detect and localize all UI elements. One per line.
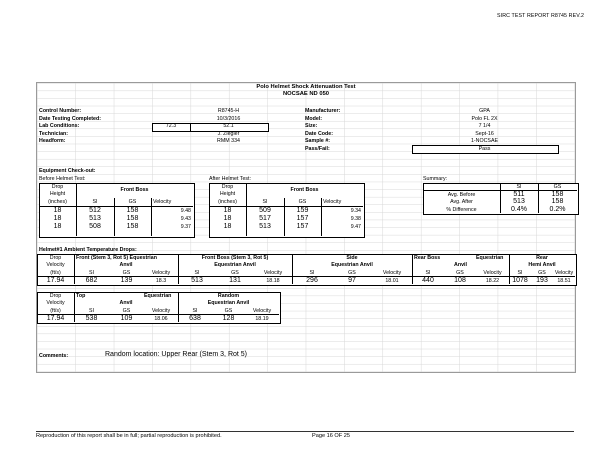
random-group-title: Random <box>217 293 240 299</box>
top-group-anvil: Anvil <box>119 300 133 306</box>
before-gs: 158 <box>126 223 139 230</box>
random-si: 638 <box>189 314 201 322</box>
side-gs-header: GS <box>348 270 356 276</box>
summary-si: 511 <box>513 190 525 198</box>
before-height-header: Height <box>49 191 66 197</box>
after-velocity: 9.34 <box>350 208 361 214</box>
front-velocity: 18.3 <box>155 278 167 284</box>
headform-value: RMM 334 <box>217 138 240 144</box>
before-gs-header: GS <box>128 199 137 205</box>
rear-boss-velocity-header: Velocity <box>483 270 502 276</box>
pass-fail-label: Pass/Fail: <box>305 145 330 152</box>
rear-group-title: Rear <box>536 255 548 261</box>
front-si: 682 <box>85 276 98 284</box>
drop-header-2: Drop <box>49 293 62 299</box>
report-id: SIRC TEST REPORT R8745 REV.2 <box>497 13 584 19</box>
summary-gs: 0.2% <box>549 205 566 213</box>
date-completed-label: Date Testing Completed: <box>39 115 101 122</box>
front-velocity-header: Velocity <box>151 270 171 276</box>
rear-gs: 193 <box>536 276 548 284</box>
after-drop-header: Drop <box>221 184 234 190</box>
top-group-title: Top <box>76 293 86 299</box>
before-si: 513 <box>89 215 101 222</box>
manufacturer-label: Manufacturer: <box>305 108 341 114</box>
rear-boss-si: 440 <box>422 276 434 284</box>
rear-gs-header: GS <box>538 270 546 276</box>
date-code-label: Date Code: <box>305 130 333 137</box>
headform-label: Headform: <box>39 138 66 144</box>
summary-gs-header: GS <box>553 184 562 190</box>
summary-gs: 158 <box>551 190 564 198</box>
velocity-header: Velocity <box>46 262 65 268</box>
control-number-label: Control Number: <box>39 108 82 114</box>
before-height: 18 <box>53 207 62 214</box>
before-inches-header: (inches) <box>48 199 67 205</box>
summary-si-header: SI <box>516 184 522 190</box>
drop-header: Drop <box>49 255 62 261</box>
spreadsheet <box>36 82 576 373</box>
sample-value: 1-NOCSAE <box>470 138 499 144</box>
summary-label: Summary: <box>423 175 448 182</box>
rear-boss-si-header: SI <box>425 270 431 276</box>
rear-boss-group-equestrian: Equestrian <box>476 255 504 261</box>
size-label: Size: <box>305 123 318 129</box>
lab-humidity-value: 52.1 <box>223 123 234 129</box>
before-front-boss-header: Front Boss <box>120 187 149 193</box>
after-velocity: 9.47 <box>350 224 361 230</box>
top-si: 538 <box>85 314 98 322</box>
before-label: Before Helmet Test: <box>39 175 86 182</box>
rear-velocity: 18.51 <box>557 278 571 284</box>
footer-notice: Reproduction of this report shall be in full; partial reproduction is prohibited. <box>36 433 222 439</box>
after-height: 18 <box>223 207 232 214</box>
drop-velocity-value-2: 17.94 <box>46 314 65 322</box>
rear-si: 1078 <box>512 276 528 284</box>
random-velocity-header: Velocity <box>252 308 272 314</box>
pass-fail-value: Pass <box>478 145 491 152</box>
comments-text: Random location: Upper Rear (Stem 3, Rot 5) <box>105 351 248 358</box>
before-si-header: SI <box>92 199 98 205</box>
random-gs: 128 <box>222 314 235 322</box>
footer-page: Page 16 OF 25 <box>312 433 350 439</box>
summary-row-label: Avg. Before <box>447 191 476 198</box>
front-boss-group-anvil: Equestrian Anvil <box>214 262 256 268</box>
front-boss-velocity-header: Velocity <box>263 270 283 276</box>
summary-row-label: Avg. After <box>450 199 473 205</box>
manufacturer-value: GPA <box>479 108 490 114</box>
front-boss-velocity: 18.18 <box>266 278 280 284</box>
front-boss-group-title: Front Boss (Stem 3, Rot 5) <box>201 255 269 261</box>
top-velocity: 18.06 <box>154 316 168 322</box>
summary-si: 513 <box>513 198 525 205</box>
technician-value: J. Ziegler <box>217 130 240 137</box>
velocity-header-2: Velocity <box>46 300 65 306</box>
after-height: 18 <box>223 223 232 230</box>
before-height: 18 <box>53 215 62 222</box>
after-height-header: Height <box>219 191 236 197</box>
fts-header: (ft/s) <box>50 270 61 276</box>
drop-velocity-value: 17.94 <box>46 276 65 284</box>
summary-si: 0.4% <box>511 205 527 213</box>
rear-boss-gs: 108 <box>454 276 466 284</box>
after-label: After Helmet Test: <box>209 175 251 182</box>
top-group-equestrian: Equestrian <box>144 293 172 299</box>
after-velocity-header: Velocity <box>323 199 342 205</box>
after-gs: 157 <box>296 223 309 230</box>
random-si-header: SI <box>192 308 198 314</box>
side-group-anvil: Equestrian Anvil <box>331 262 373 268</box>
model-label: Model: <box>305 115 323 122</box>
date-completed-value: 10/3/2016 <box>216 115 241 122</box>
front-si-header: SI <box>88 270 94 276</box>
drops-label: Helmet#1 Ambient Temperature Drops: <box>39 247 137 253</box>
top-gs-header: GS <box>122 308 131 314</box>
rear-boss-gs-header: GS <box>456 270 464 276</box>
front-boss-gs-header: GS <box>231 270 239 276</box>
after-gs-header: GS <box>298 199 307 205</box>
after-velocity: 9.38 <box>350 216 361 222</box>
side-velocity-header: Velocity <box>382 270 402 276</box>
after-si: 513 <box>259 223 271 230</box>
side-si: 296 <box>306 276 318 284</box>
before-drop-header: Drop <box>51 184 64 190</box>
random-gs-header: GS <box>224 308 233 314</box>
random-group-anvil: Equestrian Anvil <box>207 300 250 306</box>
front-group-title: Front (Stem 3, Rot 5) Equestrian <box>76 255 157 261</box>
date-code-value: Sept-16 <box>475 130 494 137</box>
after-height: 18 <box>223 215 232 222</box>
front-group-anvil: Anvil <box>119 262 133 268</box>
sample-label: Sample #: <box>305 138 331 144</box>
technician-label: Technician: <box>39 130 69 137</box>
before-velocity: 9.37 <box>180 224 191 230</box>
side-velocity: 18.01 <box>385 278 399 284</box>
footer <box>36 431 574 439</box>
size-value: 7 1/4 <box>478 123 491 129</box>
top-velocity-header: Velocity <box>151 308 171 314</box>
summary-row-label: % Difference <box>446 206 477 213</box>
before-gs: 158 <box>126 207 139 214</box>
after-si-header: SI <box>262 199 268 205</box>
front-boss-gs: 131 <box>229 276 241 284</box>
after-gs: 157 <box>296 215 309 222</box>
before-height: 18 <box>53 223 62 230</box>
random-velocity: 18.19 <box>255 316 269 322</box>
model-value: Polo FL 2X <box>471 115 498 122</box>
top-gs: 109 <box>120 314 133 322</box>
side-si-header: SI <box>309 270 315 276</box>
before-velocity: 9.48 <box>180 208 191 214</box>
comments-label: Comments: <box>39 353 69 359</box>
rear-boss-group-anvil: Anvil <box>454 262 467 268</box>
report-subtitle: NOCSAE ND 050 <box>282 91 330 97</box>
checkout-label: Equipment Check-out: <box>39 168 96 174</box>
rear-boss-group-title: Rear Boss <box>414 255 441 261</box>
before-si: 512 <box>89 207 101 214</box>
side-group-title: Side <box>346 255 358 261</box>
lab-conditions-label: Lab Conditions: <box>39 123 80 129</box>
report-title: Polo Helmet Shock Attenuation Test <box>256 84 356 90</box>
rear-group-anvil: Hemi Anvil <box>528 262 556 268</box>
rear-si-header: SI <box>517 270 523 276</box>
top-si-header: SI <box>88 308 94 314</box>
side-gs: 97 <box>348 276 356 284</box>
before-gs: 158 <box>126 215 139 222</box>
rear-boss-velocity: 18.22 <box>485 278 500 284</box>
before-velocity: 9.43 <box>180 216 191 222</box>
front-boss-si: 513 <box>191 276 203 284</box>
after-si: 517 <box>259 215 271 222</box>
summary-gs: 158 <box>551 198 564 205</box>
after-front-boss-header: Front Boss <box>290 187 319 193</box>
fts-header-2: (ft/s) <box>50 308 61 314</box>
rear-velocity-header: Velocity <box>554 270 574 276</box>
after-inches-header: (inches) <box>218 199 237 205</box>
before-velocity-header: Velocity <box>153 199 172 205</box>
front-gs: 139 <box>120 276 133 284</box>
front-gs-header: GS <box>122 270 131 276</box>
after-gs: 159 <box>296 207 309 214</box>
front-boss-si-header: SI <box>194 270 200 276</box>
before-si: 508 <box>89 223 101 230</box>
lab-temp-value: 72.3 <box>165 123 177 129</box>
after-si: 509 <box>259 207 271 214</box>
control-number-value: R8745-H <box>217 108 240 114</box>
